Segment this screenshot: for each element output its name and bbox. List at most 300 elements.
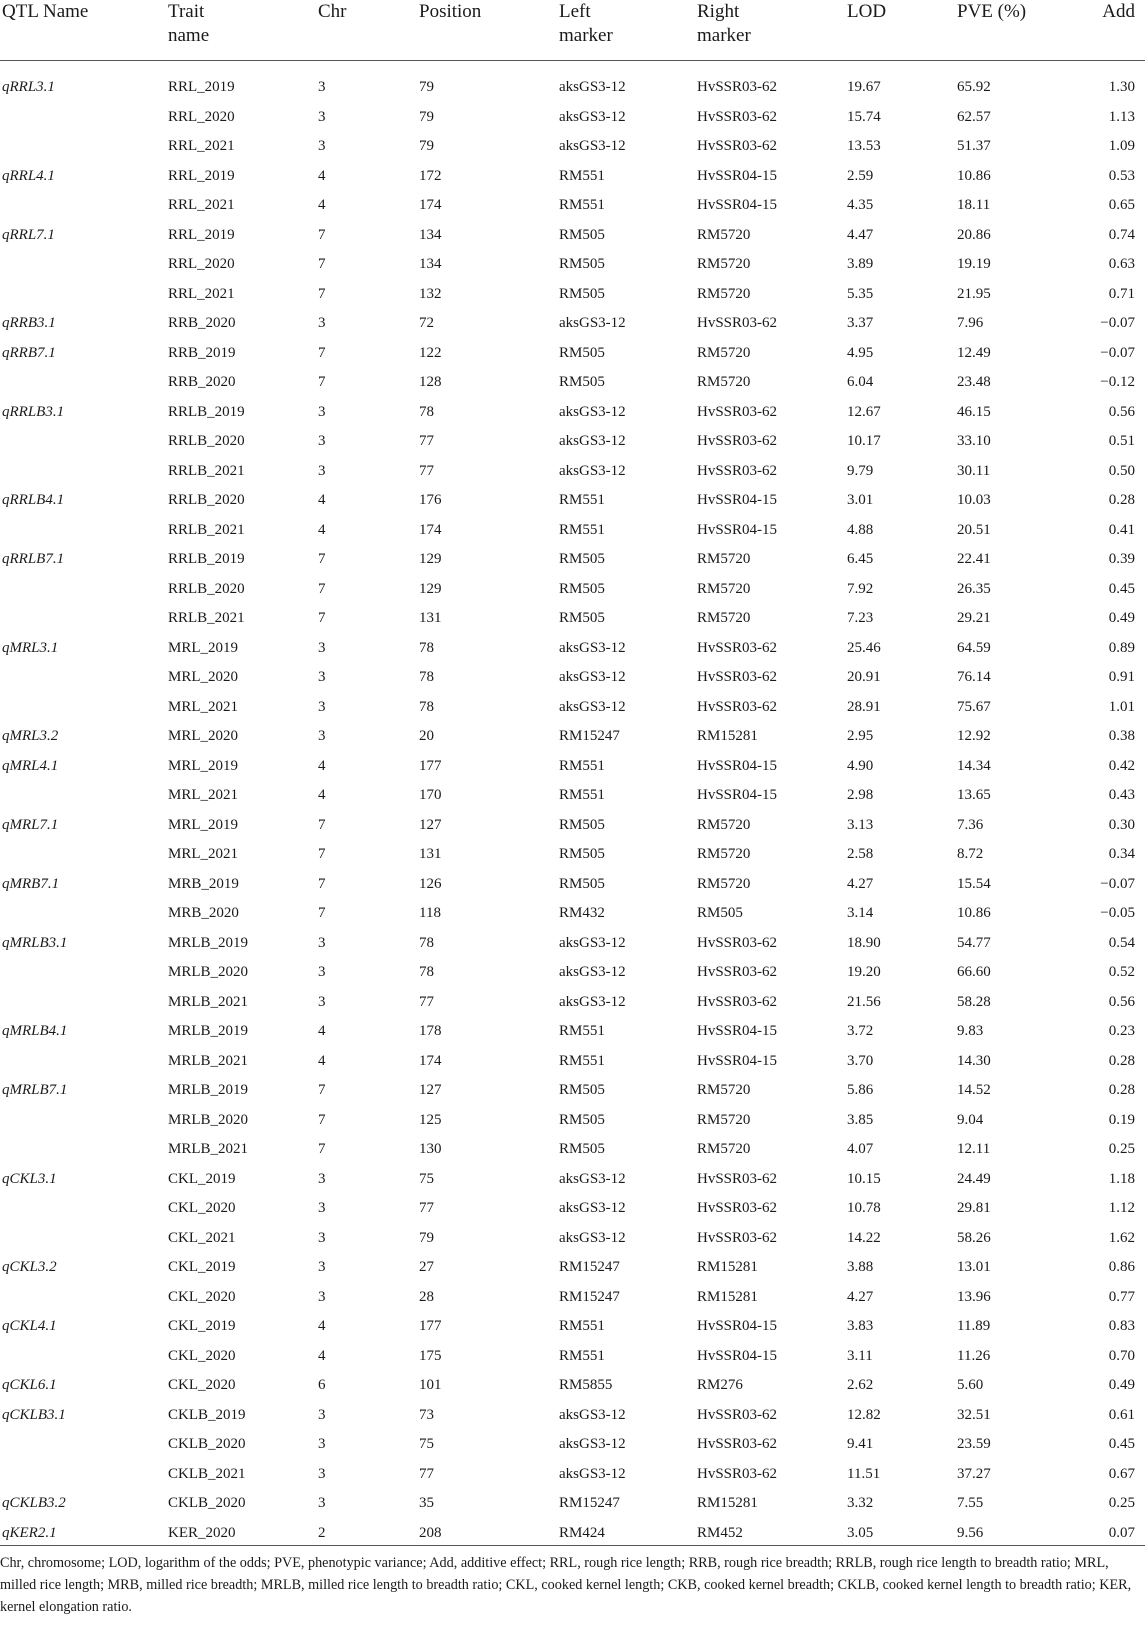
cell-trait-name: CKL_2021 [168, 1229, 236, 1246]
table-row [0, 398, 1145, 428]
cell-lod: 4.90 [847, 757, 874, 774]
cell-qtl-name [0, 516, 168, 546]
cell-left-marker: aksGS3-12 [559, 1436, 626, 1453]
table-row [0, 1135, 1145, 1165]
cell-right-marker: RM5720 [697, 580, 751, 597]
cell-add: −0.07 [1100, 315, 1135, 332]
cell-chr: 4 [318, 167, 326, 184]
cell-qtl-name: qMRLB7.1 [2, 1082, 68, 1099]
cell-trait-name: RRLB_2020 [168, 580, 245, 597]
cell-left-marker: aksGS3-12 [559, 964, 626, 981]
cell-chr: 7 [318, 226, 326, 243]
header-label: Add [1102, 1, 1135, 22]
cell-chr: 7 [318, 580, 326, 597]
header-label: Left marker [559, 1, 613, 46]
cell-position: 130 [419, 1141, 442, 1158]
cell-position: 77 [419, 993, 434, 1010]
cell-chr: 3 [318, 1465, 326, 1482]
cell-chr: 3 [318, 315, 326, 332]
cell-add: 0.23 [1108, 1023, 1135, 1040]
cell-trait-name: CKL_2019 [168, 1318, 236, 1335]
cell-pve: 29.81 [957, 1200, 991, 1217]
table-row [0, 1224, 1145, 1254]
table-row [0, 1401, 1145, 1431]
cell-lod: 19.20 [847, 964, 881, 981]
cell-left-marker: aksGS3-12 [559, 315, 626, 332]
cell-add: 0.70 [1108, 1347, 1135, 1364]
cell-right-marker: RM276 [697, 1377, 743, 1394]
cell-add: 0.71 [1108, 285, 1135, 302]
table-row [0, 309, 1145, 339]
cell-pve: 30.11 [957, 462, 991, 479]
cell-trait-name: MRLB_2020 [168, 964, 249, 981]
cell-qtl-name [0, 1106, 168, 1136]
cell-qtl-name [0, 191, 168, 221]
cell-qtl-name [0, 958, 168, 988]
cell-right-marker: RM5720 [697, 256, 751, 273]
header-spacer [0, 61, 1145, 74]
cell-left-marker: RM505 [559, 551, 605, 568]
cell-pve: 13.96 [957, 1288, 991, 1305]
cell-chr: 3 [318, 698, 326, 715]
cell-chr: 3 [318, 1495, 326, 1512]
cell-right-marker: RM5720 [697, 285, 751, 302]
cell-pve: 12.49 [957, 344, 991, 361]
cell-qtl-name: qMRL4.1 [2, 757, 59, 774]
cell-trait-name: RRB_2019 [168, 344, 236, 361]
cell-lod: 3.01 [847, 492, 874, 509]
cell-right-marker: HvSSR03-62 [697, 669, 778, 686]
cell-right-marker: HvSSR04-15 [697, 757, 778, 774]
table-row [0, 958, 1145, 988]
table-row [0, 486, 1145, 516]
header-trait-name [168, 0, 318, 61]
table-body [0, 61, 1145, 1549]
cell-pve: 20.86 [957, 226, 991, 243]
cell-qtl-name: qCKL3.1 [2, 1170, 57, 1187]
cell-lod: 3.72 [847, 1023, 874, 1040]
cell-right-marker: HvSSR03-62 [697, 1229, 778, 1246]
cell-qtl-name [0, 575, 168, 605]
cell-add: 0.49 [1108, 610, 1135, 627]
cell-lod: 28.91 [847, 698, 881, 715]
cell-position: 134 [419, 256, 442, 273]
cell-chr: 7 [318, 816, 326, 833]
cell-qtl-name: qRRL7.1 [2, 226, 55, 243]
cell-pve: 13.01 [957, 1259, 991, 1276]
cell-right-marker: HvSSR04-15 [697, 1023, 778, 1040]
cell-lod: 18.90 [847, 934, 881, 951]
cell-position: 170 [419, 787, 442, 804]
cell-right-marker: RM5720 [697, 551, 751, 568]
cell-chr: 4 [318, 757, 326, 774]
cell-right-marker: HvSSR04-15 [697, 1318, 778, 1335]
cell-lod: 20.91 [847, 669, 881, 686]
cell-left-marker: RM505 [559, 875, 605, 892]
cell-left-marker: RM505 [559, 580, 605, 597]
cell-position: 75 [419, 1170, 434, 1187]
cell-add: 0.50 [1108, 462, 1135, 479]
cell-left-marker: RM551 [559, 1347, 605, 1364]
table-row [0, 722, 1145, 752]
cell-add: 0.28 [1108, 1052, 1135, 1069]
table-row [0, 457, 1145, 487]
header-lod [847, 0, 957, 61]
cell-trait-name: RRL_2020 [168, 108, 235, 125]
cell-position: 78 [419, 639, 434, 656]
cell-position: 174 [419, 1052, 442, 1069]
cell-add: 0.52 [1108, 964, 1135, 981]
cell-add: 0.07 [1108, 1524, 1135, 1541]
cell-pve: 5.60 [957, 1377, 984, 1394]
cell-left-marker: RM505 [559, 1111, 605, 1128]
cell-lod: 2.98 [847, 787, 874, 804]
cell-left-marker: aksGS3-12 [559, 669, 626, 686]
cell-left-marker: RM505 [559, 610, 605, 627]
table-row [0, 1165, 1145, 1195]
cell-trait-name: RRL_2019 [168, 226, 235, 243]
cell-position: 77 [419, 462, 434, 479]
cell-position: 20 [419, 728, 434, 745]
cell-trait-name: MRLB_2019 [168, 1082, 249, 1099]
table-row [0, 1519, 1145, 1549]
cell-lod: 12.67 [847, 403, 881, 420]
cell-trait-name: MRLB_2019 [168, 934, 249, 951]
cell-add: 0.56 [1108, 403, 1135, 420]
cell-chr: 7 [318, 846, 326, 863]
cell-trait-name: MRLB_2021 [168, 1141, 249, 1158]
cell-right-marker: RM5720 [697, 846, 751, 863]
cell-position: 176 [419, 492, 442, 509]
cell-trait-name: MRL_2021 [168, 787, 239, 804]
cell-add: 0.34 [1108, 846, 1135, 863]
cell-left-marker: aksGS3-12 [559, 934, 626, 951]
cell-qtl-name: qCKL3.2 [2, 1259, 57, 1276]
table-row [0, 339, 1145, 369]
cell-right-marker: RM505 [697, 905, 743, 922]
cell-position: 78 [419, 934, 434, 951]
cell-chr: 3 [318, 1288, 326, 1305]
cell-add: 1.62 [1108, 1229, 1135, 1246]
cell-qtl-name: qRRLB3.1 [2, 403, 65, 420]
cell-left-marker: RM551 [559, 757, 605, 774]
cell-qtl-name [0, 693, 168, 723]
cell-right-marker: RM5720 [697, 875, 751, 892]
header-qtl-name [0, 0, 168, 61]
table-row [0, 988, 1145, 1018]
cell-qtl-name [0, 1342, 168, 1372]
cell-left-marker: RM424 [559, 1524, 605, 1541]
cell-qtl-name: qRRB3.1 [2, 315, 56, 332]
table-row [0, 1106, 1145, 1136]
cell-pve: 26.35 [957, 580, 991, 597]
cell-add: −0.07 [1100, 875, 1135, 892]
cell-trait-name: MRL_2021 [168, 698, 239, 715]
cell-add: 0.61 [1108, 1406, 1135, 1423]
cell-qtl-name: qRRL3.1 [2, 79, 55, 96]
cell-lod: 3.11 [847, 1347, 873, 1364]
table-row [0, 752, 1145, 782]
table-row [0, 1017, 1145, 1047]
cell-pve: 11.26 [957, 1347, 991, 1364]
cell-chr: 7 [318, 344, 326, 361]
cell-trait-name: CKLB_2020 [168, 1495, 246, 1512]
cell-chr: 3 [318, 993, 326, 1010]
cell-pve: 66.60 [957, 964, 991, 981]
cell-trait-name: MRB_2020 [168, 905, 239, 922]
cell-lod: 6.04 [847, 374, 874, 391]
cell-pve: 32.51 [957, 1406, 991, 1423]
cell-pve: 19.19 [957, 256, 991, 273]
cell-trait-name: CKL_2020 [168, 1200, 236, 1217]
cell-lod: 4.27 [847, 875, 874, 892]
cell-chr: 3 [318, 79, 326, 96]
table-row [0, 1194, 1145, 1224]
cell-pve: 58.26 [957, 1229, 991, 1246]
cell-left-marker: RM505 [559, 1082, 605, 1099]
cell-lod: 4.27 [847, 1288, 874, 1305]
cell-add: 0.65 [1108, 197, 1135, 214]
cell-qtl-name [0, 988, 168, 1018]
cell-add: 0.42 [1108, 757, 1135, 774]
table-row [0, 604, 1145, 634]
cell-left-marker: aksGS3-12 [559, 403, 626, 420]
table-row [0, 1489, 1145, 1519]
cell-position: 75 [419, 1436, 434, 1453]
cell-add: 0.86 [1108, 1259, 1135, 1276]
cell-chr: 3 [318, 138, 326, 155]
cell-right-marker: RM5720 [697, 816, 751, 833]
cell-position: 127 [419, 1082, 442, 1099]
cell-position: 122 [419, 344, 442, 361]
cell-trait-name: CKLB_2020 [168, 1436, 246, 1453]
cell-lod: 4.35 [847, 197, 874, 214]
cell-pve: 7.36 [957, 816, 984, 833]
cell-trait-name: RRL_2021 [168, 138, 235, 155]
cell-qtl-name [0, 427, 168, 457]
cell-pve: 9.56 [957, 1524, 984, 1541]
cell-right-marker: RM15281 [697, 1288, 758, 1305]
cell-lod: 2.95 [847, 728, 874, 745]
cell-qtl-name: qMRL7.1 [2, 816, 59, 833]
cell-right-marker: HvSSR03-62 [697, 1406, 778, 1423]
cell-qtl-name: qCKLB3.1 [2, 1406, 66, 1423]
cell-add: 0.30 [1108, 816, 1135, 833]
cell-right-marker: HvSSR03-62 [697, 315, 778, 332]
cell-right-marker: RM5720 [697, 610, 751, 627]
cell-qtl-name [0, 250, 168, 280]
cell-lod: 10.78 [847, 1200, 881, 1217]
cell-lod: 4.47 [847, 226, 874, 243]
cell-lod: 3.13 [847, 816, 874, 833]
cell-position: 175 [419, 1347, 442, 1364]
cell-lod: 6.45 [847, 551, 874, 568]
cell-qtl-name [0, 1194, 168, 1224]
header-label: QTL Name [2, 1, 89, 22]
cell-add: 1.01 [1108, 698, 1135, 715]
cell-qtl-name: qRRLB7.1 [2, 551, 65, 568]
header-pve [957, 0, 1079, 61]
cell-position: 118 [419, 905, 441, 922]
cell-lod: 5.86 [847, 1082, 874, 1099]
cell-left-marker: RM505 [559, 226, 605, 243]
cell-right-marker: HvSSR03-62 [697, 1436, 778, 1453]
cell-left-marker: aksGS3-12 [559, 1170, 626, 1187]
cell-chr: 3 [318, 639, 326, 656]
cell-pve: 10.03 [957, 492, 991, 509]
cell-pve: 12.92 [957, 728, 991, 745]
cell-left-marker: RM505 [559, 344, 605, 361]
cell-position: 129 [419, 551, 442, 568]
cell-pve: 54.77 [957, 934, 991, 951]
table-row [0, 1047, 1145, 1077]
cell-add: 0.83 [1108, 1318, 1135, 1335]
cell-trait-name: CKLB_2021 [168, 1465, 246, 1482]
cell-add: 0.25 [1108, 1495, 1135, 1512]
cell-left-marker: aksGS3-12 [559, 993, 626, 1010]
cell-lod: 10.15 [847, 1170, 881, 1187]
table-row [0, 162, 1145, 192]
cell-add: 1.18 [1108, 1170, 1135, 1187]
cell-qtl-name [0, 899, 168, 929]
cell-qtl-name: qMRL3.2 [2, 728, 59, 745]
cell-trait-name: MRLB_2021 [168, 1052, 249, 1069]
cell-qtl-name [0, 132, 168, 162]
cell-lod: 3.88 [847, 1259, 874, 1276]
cell-right-marker: RM5720 [697, 344, 751, 361]
cell-qtl-name: qCKL4.1 [2, 1318, 57, 1335]
cell-right-marker: HvSSR03-62 [697, 639, 778, 656]
cell-qtl-name: qCKLB3.2 [2, 1495, 66, 1512]
cell-left-marker: RM15247 [559, 1259, 620, 1276]
header-right-marker [697, 0, 847, 61]
cell-right-marker: RM5720 [697, 226, 751, 243]
cell-pve: 9.83 [957, 1023, 984, 1040]
cell-trait-name: RRB_2020 [168, 315, 236, 332]
cell-chr: 7 [318, 1141, 326, 1158]
cell-pve: 12.11 [957, 1141, 991, 1158]
footnote-divider [0, 1545, 1145, 1546]
cell-trait-name: RRLB_2020 [168, 492, 245, 509]
table-row [0, 1253, 1145, 1283]
cell-left-marker: RM551 [559, 787, 605, 804]
cell-right-marker: HvSSR04-15 [697, 1052, 778, 1069]
table-row [0, 1460, 1145, 1490]
cell-position: 131 [419, 610, 442, 627]
cell-trait-name: RRLB_2021 [168, 521, 245, 538]
cell-position: 79 [419, 138, 434, 155]
cell-left-marker: RM432 [559, 905, 605, 922]
cell-pve: 51.37 [957, 138, 991, 155]
cell-qtl-name: qCKL6.1 [2, 1377, 57, 1394]
cell-right-marker: RM5720 [697, 1082, 751, 1099]
cell-trait-name: MRL_2019 [168, 816, 239, 833]
cell-position: 77 [419, 433, 434, 450]
cell-position: 77 [419, 1200, 434, 1217]
cell-chr: 4 [318, 787, 326, 804]
cell-pve: 58.28 [957, 993, 991, 1010]
header-label: Position [419, 1, 482, 22]
cell-add: 0.63 [1108, 256, 1135, 273]
header-label: Chr [318, 1, 347, 22]
cell-position: 72 [419, 315, 434, 332]
cell-trait-name: MRL_2019 [168, 757, 239, 774]
cell-right-marker: HvSSR03-62 [697, 138, 778, 155]
cell-right-marker: HvSSR03-62 [697, 993, 778, 1010]
cell-trait-name: MRLB_2021 [168, 993, 249, 1010]
cell-left-marker: RM505 [559, 285, 605, 302]
table-row [0, 545, 1145, 575]
cell-chr: 4 [318, 1052, 326, 1069]
cell-right-marker: HvSSR04-15 [697, 1347, 778, 1364]
cell-add: 1.13 [1108, 108, 1135, 125]
cell-position: 129 [419, 580, 442, 597]
header-position [419, 0, 559, 61]
cell-lod: 3.37 [847, 315, 874, 332]
cell-add: 0.56 [1108, 993, 1135, 1010]
cell-trait-name: CKL_2020 [168, 1347, 236, 1364]
cell-pve: 33.10 [957, 433, 991, 450]
cell-left-marker: aksGS3-12 [559, 108, 626, 125]
cell-right-marker: HvSSR03-62 [697, 433, 778, 450]
cell-chr: 3 [318, 669, 326, 686]
cell-trait-name: CKLB_2019 [168, 1406, 246, 1423]
cell-lod: 5.35 [847, 285, 874, 302]
cell-add: 1.30 [1108, 79, 1135, 96]
cell-qtl-name: qRRB7.1 [2, 344, 56, 361]
cell-chr: 7 [318, 374, 326, 391]
cell-trait-name: KER_2020 [168, 1524, 236, 1541]
cell-add: 0.51 [1108, 433, 1135, 450]
header-label: PVE (%) [957, 1, 1027, 22]
cell-right-marker: RM452 [697, 1524, 743, 1541]
cell-pve: 23.59 [957, 1436, 991, 1453]
cell-right-marker: HvSSR04-15 [697, 167, 778, 184]
cell-add: 0.89 [1108, 639, 1135, 656]
cell-add: 0.53 [1108, 167, 1135, 184]
cell-left-marker: RM15247 [559, 1495, 620, 1512]
table-row [0, 427, 1145, 457]
cell-trait-name: MRL_2020 [168, 728, 239, 745]
cell-left-marker: RM551 [559, 197, 605, 214]
cell-chr: 2 [318, 1524, 326, 1541]
cell-left-marker: RM15247 [559, 728, 620, 745]
cell-lod: 14.22 [847, 1229, 881, 1246]
cell-qtl-name [0, 663, 168, 693]
table-row [0, 811, 1145, 841]
cell-chr: 4 [318, 1318, 326, 1335]
cell-left-marker: aksGS3-12 [559, 1465, 626, 1482]
cell-position: 73 [419, 1406, 434, 1423]
table-row [0, 103, 1145, 133]
cell-position: 134 [419, 226, 442, 243]
cell-chr: 3 [318, 108, 326, 125]
cell-lod: 2.58 [847, 846, 874, 863]
cell-pve: 8.72 [957, 846, 984, 863]
cell-position: 27 [419, 1259, 434, 1276]
cell-left-marker: RM551 [559, 1023, 605, 1040]
cell-trait-name: RRL_2019 [168, 167, 235, 184]
table-row [0, 280, 1145, 310]
cell-qtl-name [0, 457, 168, 487]
cell-chr: 7 [318, 610, 326, 627]
table-row [0, 870, 1145, 900]
cell-add: 1.12 [1108, 1200, 1135, 1217]
cell-position: 128 [419, 374, 442, 391]
cell-right-marker: HvSSR03-62 [697, 964, 778, 981]
cell-right-marker: RM5720 [697, 1111, 751, 1128]
cell-chr: 3 [318, 1229, 326, 1246]
